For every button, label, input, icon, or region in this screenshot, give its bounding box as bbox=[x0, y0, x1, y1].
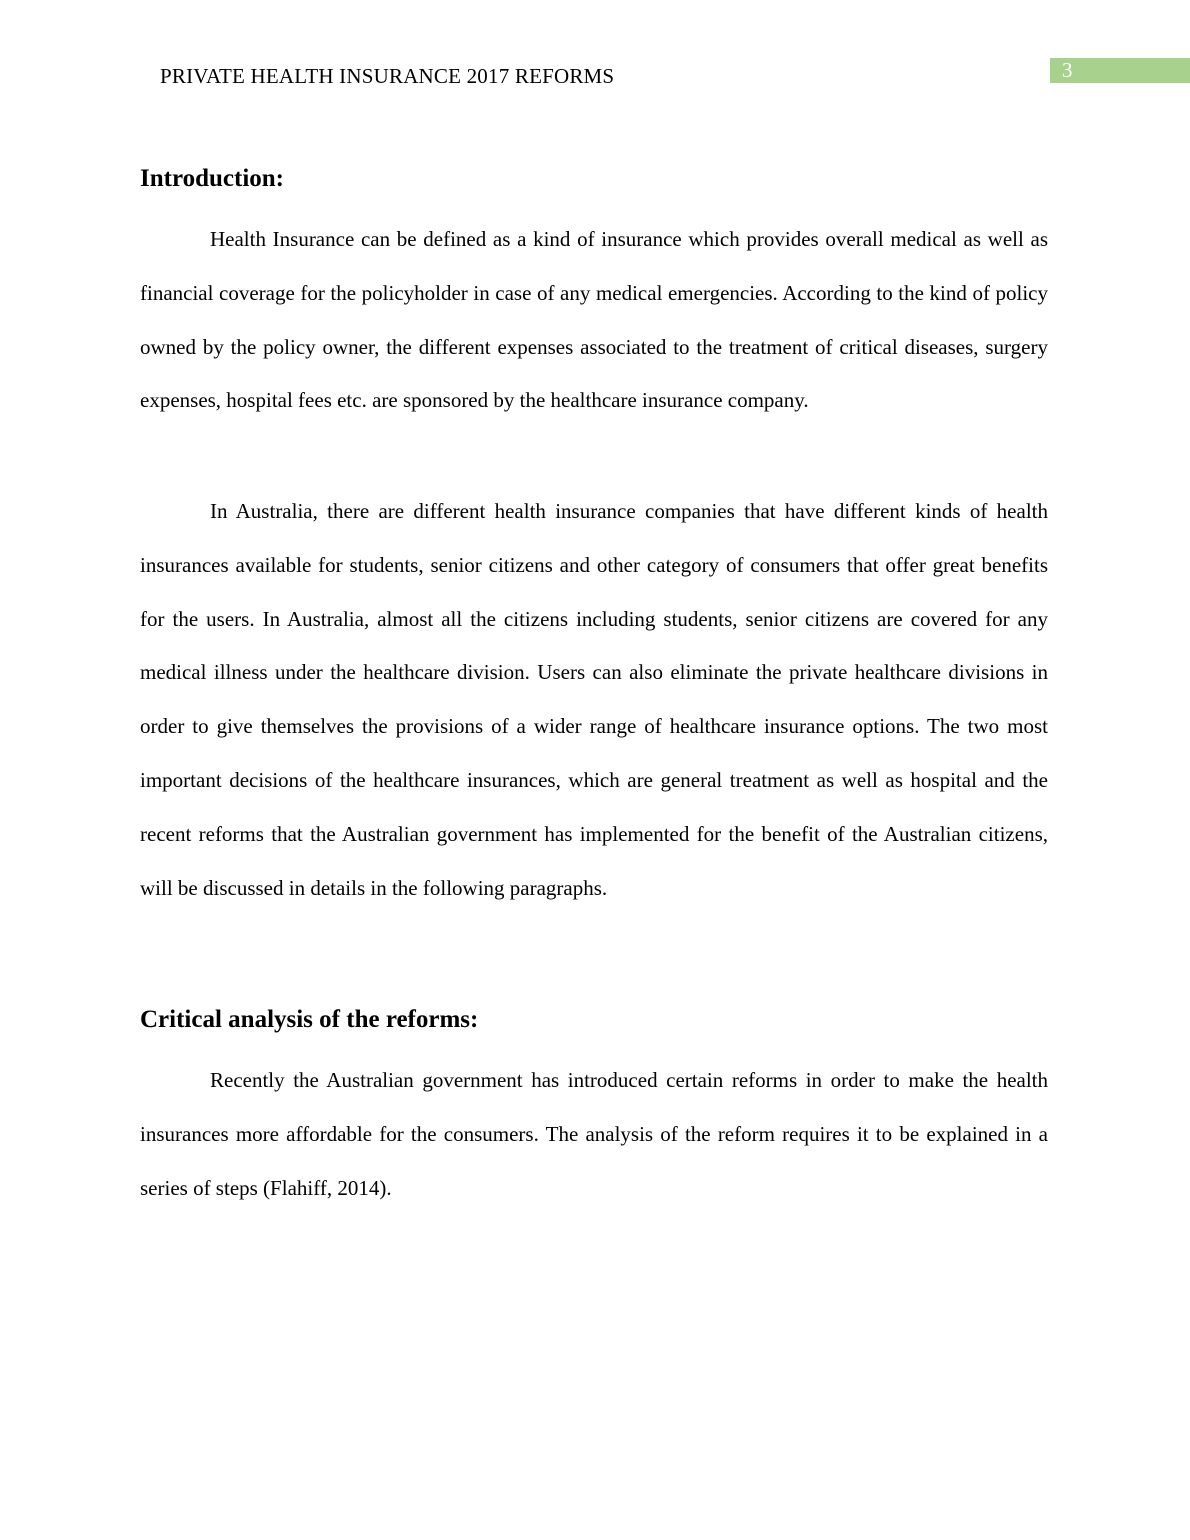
page-number: 3 bbox=[1062, 58, 1073, 82]
section-heading-critical-analysis: Critical analysis of the reforms: bbox=[140, 1006, 479, 1033]
paragraph-introduction-2: In Australia, there are different health insurance companies that have different kinds of health insurances available for students, senior citizens and other category of consumers that offer great benefits for the users. In Australia, almost all the citizens including students, senior citizens are covered for any medical illness under the healthcare division. Users can also eliminate the private healthcare divisions in order to give themselves the provisions of a wider range of healthcare insurance options. The two most important decisions of the healthcare insurances, which are general treatment as well as hospital and the recent reforms that the Australian government has implemented for the benefit of the Australian citizens, will be discussed in details in the following paragraphs. bbox=[140, 499, 1048, 900]
paragraph-critical-analysis-1: Recently the Australian government has introduced certain reforms in order to make the health insurances more affordable for the consumers. The analysis of the reform requires it to be explained in a series of steps (Flahiff, 2014). bbox=[140, 1068, 1048, 1200]
section-heading-introduction: Introduction: bbox=[140, 165, 285, 192]
page-number-badge bbox=[1050, 58, 1190, 83]
paragraph-introduction-1: Health Insurance can be defined as a kind of insurance which provides overall medical as well as financial coverage for the policyholder in case of any medical emergencies. According to the kind of policy owned by the policy owner, the different expenses associated to the treatment of critical diseases, surgery expenses, hospital fees etc. are sponsored by the healthcare insurance company. bbox=[140, 227, 1048, 413]
running-head: PRIVATE HEALTH INSURANCE 2017 REFORMS bbox=[160, 64, 615, 88]
